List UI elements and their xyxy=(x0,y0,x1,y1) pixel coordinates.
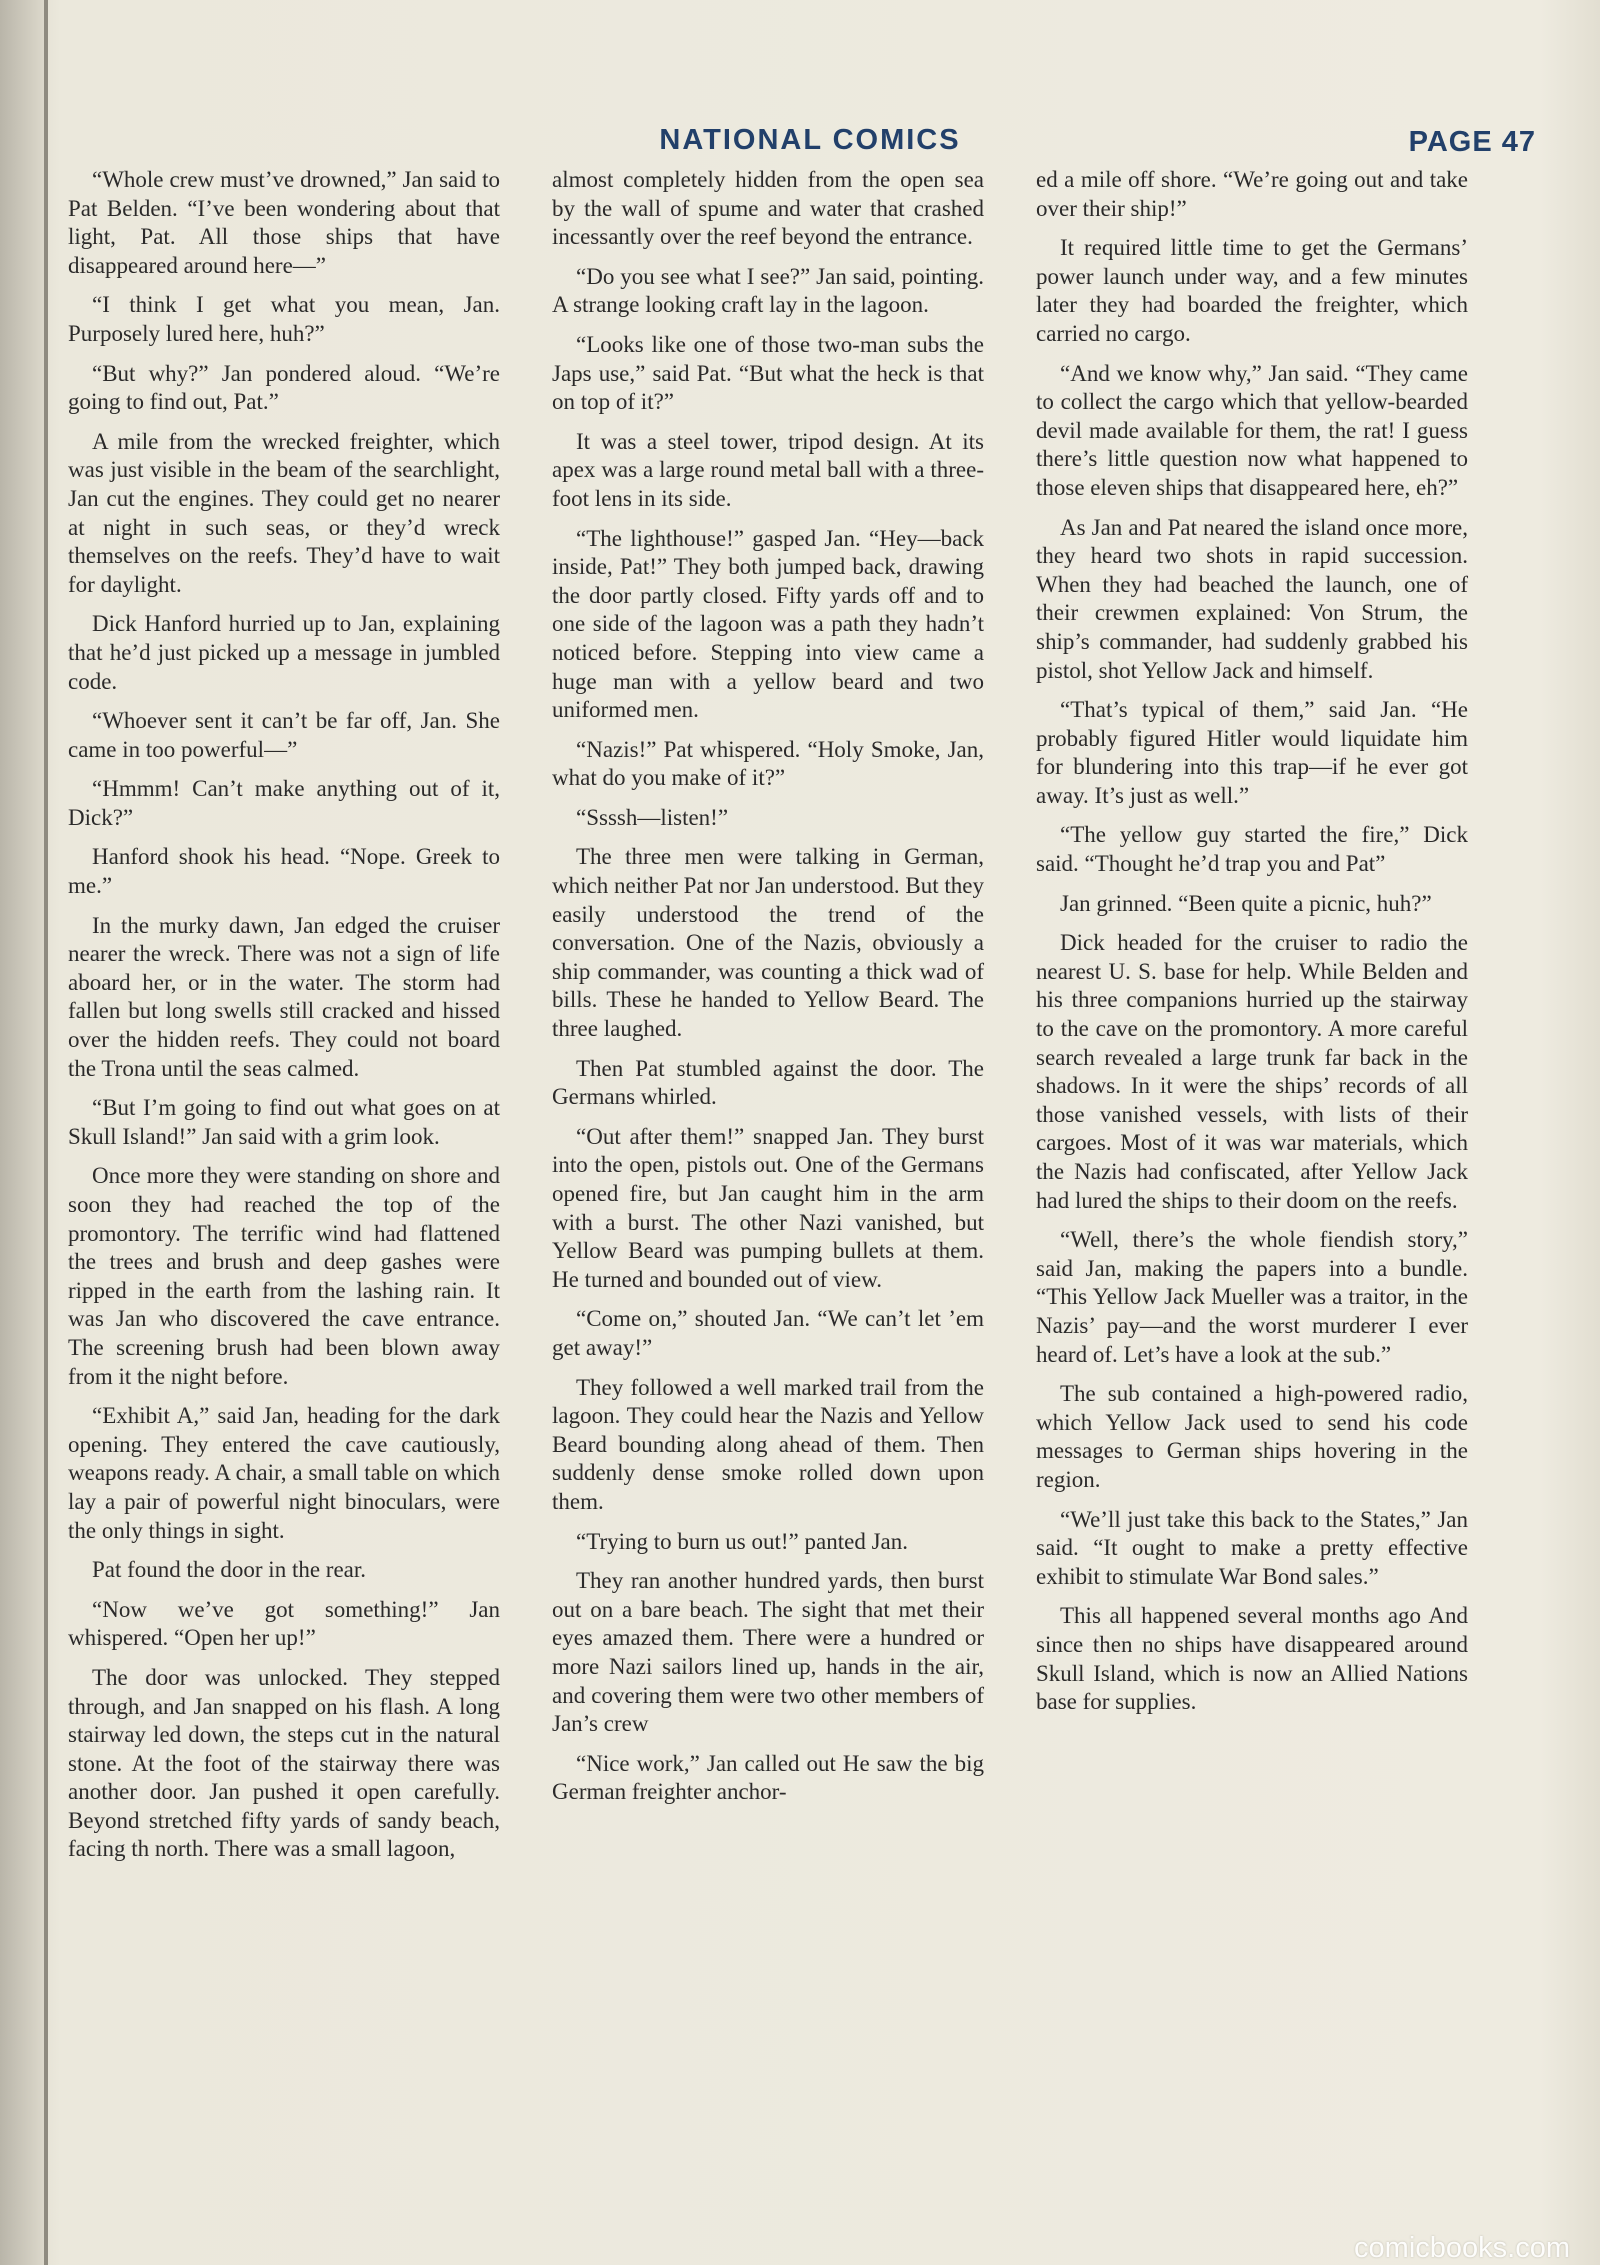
story-paragraph: The sub contained a high-powered radio, which Yellow Jack used to send his code messages to German ships hovering in the region. xyxy=(1036,1381,1468,1492)
story-paragraph: “The lighthouse!” gasped Jan. “Hey—back inside, Pat!” They both jumped back, drawing the door partly closed. Fifty yards off and to one side of the lagoon was a path they hadn’t noticed before. Stepping into view came a huge man with a yellow beard and two uniformed men. xyxy=(552,525,984,723)
story-paragraph: Once more they were standing on shore and soon they had reached the top of the promontory. The terrific wind had flattened the trees and brush and deep gashes were ripped in the earth from the lashing rain. It was Jan who discovered the cave entrance. The screening brush had been blown away from it the night before. xyxy=(68,1163,500,1389)
story-paragraph: It was a steel tower, tripod design. At its apex was a large round metal ball with a three-foot lens in its side. xyxy=(552,428,984,511)
story-paragraph: Dick headed for the cruiser to radio the nearest U. S. base for help. While Belden and his three companions hurried up the stairway to the cave on the promontory. A more careful search revealed a large trunk far back in the shadows. In it were the ships’ records of all those vanished vessels, with lists of their cargoes. Most of it was war materials, which the Nazis had confiscated, after Yellow Jack had lured the ships to their doom on the reefs. xyxy=(1036,930,1468,1213)
story-paragraph: “Out after them!” snapped Jan. They burst into the open, pistols out. One of the Germans opened fire, but Jan caught him in the arm with a burst. The other Nazi vanished, but Yellow Beard was pumping bullets at them. He turned and bounded out of view. xyxy=(552,1123,984,1292)
story-paragraph: “Well, there’s the whole fiendish story,” said Jan, making the papers into a bundle. “This Yellow Jack Mueller was a traitor, in the Nazis’ pay—and the worst murderer I ever heard of. Let’s have a look at the sub.” xyxy=(1036,1227,1468,1367)
story-paragraph: It required little time to get the Germans’ power launch under way, and a few minutes later they had boarded the freighter, which carried no cargo. xyxy=(1036,235,1468,346)
story-paragraph: They followed a well marked trail from the lagoon. They could hear the Nazis and Yellow Beard bounding along ahead of them. Then suddenly dense smoke rolled down upon them. xyxy=(552,1374,984,1514)
story-paragraph: A mile from the wrecked freighter, which was just visible in the beam of the searchlight, Jan cut the engines. They could get no nearer at night in such seas, or they’d wreck themselves on the reefs. They’d have to wait for daylight. xyxy=(68,428,500,597)
site-watermark: comicbooks.com xyxy=(1354,2232,1570,2264)
story-paragraph: Pat found the door in the rear. xyxy=(92,1557,367,1583)
story-paragraph: “But why?” Jan pondered aloud. “We’re going to find out, Pat.” xyxy=(68,360,500,415)
story-paragraph: As Jan and Pat neared the island once more, they heard two shots in rapid succession. When they had beached the launch, one of their crewmen explained: Von Strum, the ship’s commander, had suddenly grabbed his pistol, shot Yellow Jack and himself. xyxy=(1036,514,1468,683)
story-paragraph: “Come on,” shouted Jan. “We can’t let ’em get away!” xyxy=(552,1306,984,1360)
story-paragraph: “Whoever sent it can’t be far off, Jan. She came in too powerful—” xyxy=(68,708,500,762)
story-paragraph: “Looks like one of those two-man subs the Japs use,” said Pat. “But what the heck is that on top of it?” xyxy=(552,331,984,415)
story-paragraph: “But I’m going to find out what goes on at Skull Island!” Jan said with a grim look. xyxy=(68,1095,500,1149)
story-paragraph: “Whole crew must’ve drowned,” Jan said to Pat Belden. “I’ve been wondering about that light, Pat. All those ships that have disappeared around here—” xyxy=(68,167,500,278)
story-paragraph: “Ssssh—listen!” xyxy=(576,804,729,830)
page-number: PAGE 47 xyxy=(1408,126,1536,158)
story-paragraph: “Nazis!” Pat whispered. “Holy Smoke, Jan, what do you make of it?” xyxy=(552,736,984,791)
binding-spine xyxy=(44,0,48,2265)
story-paragraph: “Hmmm! Can’t make anything out of it, Dick?” xyxy=(68,776,500,830)
story-paragraph: “Trying to burn us out!” panted Jan. xyxy=(576,1528,908,1554)
binding-shadow xyxy=(0,0,44,2265)
story-paragraph: “Nice work,” Jan called out He saw the big German freighter anchor- xyxy=(552,1750,984,1805)
magazine-title: NATIONAL COMICS xyxy=(659,124,961,156)
story-paragraph: “Do you see what I see?” Jan said, pointing. A strange looking craft lay in the lagoon. xyxy=(552,263,984,318)
story-paragraph: ed a mile off shore. “We’re going out and take over their ship!” xyxy=(1036,167,1468,221)
story-paragraph: This all happened several months ago And since then no ships have disappeared around Skull Island, which is now an Allied Nations base for supplies. xyxy=(1036,1603,1468,1715)
story-paragraph: Dick Hanford hurried up to Jan, explaining that he’d just picked up a message in jumbled code. xyxy=(68,611,500,694)
story-paragraph: The door was unlocked. They stepped through, and Jan snapped on his flash. A long stairway led down, the steps cut in the natural stone. At the foot of the stairway there was another door. Jan pushed it open carefully. Beyond stretched fifty yards of sandy beach, facing th north. There was a small lagoon, xyxy=(68,1664,500,1862)
text-column-1 xyxy=(68,166,500,1875)
story-paragraph: “Exhibit A,” said Jan, heading for the dark opening. They entered the cave cautiously, weapons ready. A chair, a small table on which lay a pair of powerful night binoculars, were the only things in sight. xyxy=(68,1403,500,1543)
text-column-3 xyxy=(1036,166,1468,1728)
story-paragraph: In the murky dawn, Jan edged the cruiser nearer the wreck. There was not a sign of life aboard her, or in the water. The storm had fallen but long swells still cracked and hissed over the hidden reefs. They could not board the Trona until the seas calmed. xyxy=(68,912,500,1081)
text-column-2 xyxy=(552,166,984,1818)
story-paragraph: “And we know why,” Jan said. “They came to collect the cargo which that yellow-bearded devil made available for them, the rat! I guess there’s little question now what happened to those eleven ships that disappeared here, eh?” xyxy=(1036,360,1468,500)
story-paragraph: “I think I get what you mean, Jan. Purposely lured here, huh?” xyxy=(68,292,500,346)
story-paragraph: “Now we’ve got something!” Jan whispered. “Open her up!” xyxy=(68,1596,500,1651)
story-paragraph: “We’ll just take this back to the States,” Jan said. “It ought to make a pretty effective exhibit to stimulate War Bond sales.” xyxy=(1036,1506,1468,1589)
story-paragraph: The three men were talking in German, which neither Pat nor Jan understood. But they easily understood the trend of the conversation. One of the Nazis, obviously a ship commander, was counting a thick wad of bills. These he handed to Yellow Beard. The three laughed. xyxy=(552,844,984,1042)
story-paragraph: They ran another hundred yards, then burst out on a bare beach. The sight that met their eyes amazed them. There were a hundred or more Nazi sailors lined up, hands in the air, and covering them were two other members of Jan’s crew xyxy=(552,1568,984,1737)
story-paragraph: Hanford shook his head. “Nope. Greek to me.” xyxy=(68,844,500,899)
story-paragraph: Then Pat stumbled against the door. The Germans whirled. xyxy=(552,1055,984,1110)
story-paragraph: almost completely hidden from the open sea by the wall of spume and water that crashed incessantly over the reef beyond the entrance. xyxy=(552,167,984,250)
story-paragraph: Jan grinned. “Been quite a picnic, huh?” xyxy=(1060,890,1432,916)
story-paragraph: “The yellow guy started the fire,” Dick said. “Thought he’d trap you and Pat” xyxy=(1036,822,1468,877)
story-paragraph: “That’s typical of them,” said Jan. “He probably figured Hitler would liquidate him for blundering into this trap—if he ever got away. It’s just as well.” xyxy=(1036,697,1468,808)
